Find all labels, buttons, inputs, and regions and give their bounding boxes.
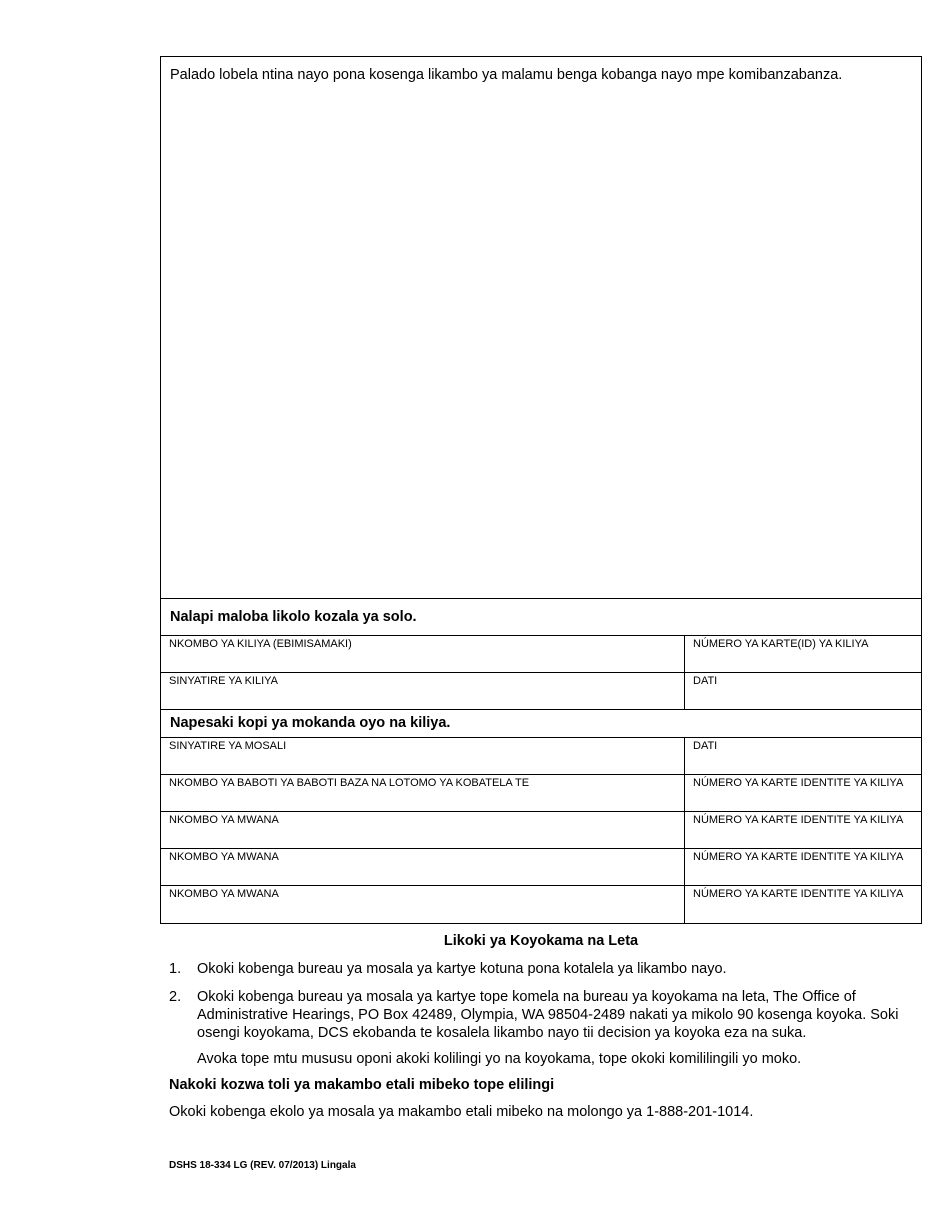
rights-item-number: 1. <box>169 961 182 977</box>
parent-name-row <box>161 775 921 812</box>
client-date-field[interactable]: DATI <box>693 675 718 687</box>
rights-item <box>169 960 909 978</box>
rights-item-text: Okoki kobenga bureau ya mosala ya kartye kotuna pona kotalela ya likambo nayo. <box>197 961 727 977</box>
child-name-row <box>161 886 921 923</box>
rights-item <box>169 988 909 1042</box>
child-id-field[interactable]: NÚMERO YA KARTE IDENTITE YA KILIYA <box>693 851 904 863</box>
child-name-row <box>161 849 921 886</box>
client-name-row <box>161 636 921 673</box>
explanation-prompt: Palado lobela ntina nayo pona kosenga likambo ya malamu benga kobanga nayo mpe komibanzabanza. <box>170 67 843 83</box>
legal-advice-heading: Nakoki kozwa toli ya makambo etali mibeko tope elilingi <box>169 1077 555 1093</box>
form-table <box>160 56 922 924</box>
child-name-field[interactable]: NKOMBO YA MWANA <box>161 849 685 885</box>
child-name-field[interactable]: NKOMBO YA MWANA <box>161 812 685 848</box>
parent-id-field[interactable]: NÚMERO YA KARTE IDENTITE YA KILIYA <box>693 777 904 789</box>
child-id-field[interactable]: NÚMERO YA KARTE IDENTITE YA KILIYA <box>693 888 904 900</box>
representation-note: Avoka tope mtu mususu oponi akoki kolilingi yo na koyokama, tope okoki komililingili yo moko. <box>197 1051 802 1067</box>
legal-advice-text: Okoki kobenga ekolo ya mosala ya makambo etali mibeko na molongo ya 1-888-201-1014. <box>169 1104 754 1120</box>
client-signature-field[interactable]: SINYATIRE YA KILIYA <box>161 673 685 709</box>
hearing-rights-title: Likoki ya Koyokama na Leta <box>443 933 639 949</box>
child-name-row <box>161 812 921 849</box>
rights-item-number: 2. <box>169 989 182 1005</box>
form-footer-id: DSHS 18-334 LG (REV. 07/2013) Lingala <box>169 1160 356 1171</box>
client-signature-row <box>161 673 921 710</box>
copy-given-heading: Napesaki kopi ya mokanda oyo na kiliya. <box>161 710 921 738</box>
client-id-field[interactable]: NÚMERO YA KARTE(ID) YA KILIYA <box>693 638 869 650</box>
parent-name-field[interactable]: NKOMBO YA BABOTI YA BABOTI BAZA NA LOTOMO YA KOBATELA TE <box>161 775 685 811</box>
worker-signature-row <box>161 738 921 775</box>
client-name-field[interactable]: NKOMBO YA KILIYA (EBIMISAMAKI) <box>161 636 685 672</box>
client-attestation-heading: Nalapi maloba likolo kozala ya solo. <box>161 599 921 636</box>
child-id-field[interactable]: NÚMERO YA KARTE IDENTITE YA KILIYA <box>693 814 904 826</box>
rights-item-text: Okoki kobenga bureau ya mosala ya kartye tope komela na bureau ya koyokama na leta, The Office of Administrative Hearings, PO Box 42489, Olympia, WA 98504-2489 nakati ya mikolo 90 kosenga koyoka. Soki osengi koyokama, DCS ekobanda te kosalela likambo nayo tii decision ya koyoka eza na suka. <box>197 989 899 1041</box>
worker-date-field[interactable]: DATI <box>693 740 718 752</box>
worker-signature-field[interactable]: SINYATIRE YA MOSALI <box>161 738 685 774</box>
explanation-box[interactable] <box>161 57 921 599</box>
child-name-field[interactable]: NKOMBO YA MWANA <box>161 886 685 923</box>
